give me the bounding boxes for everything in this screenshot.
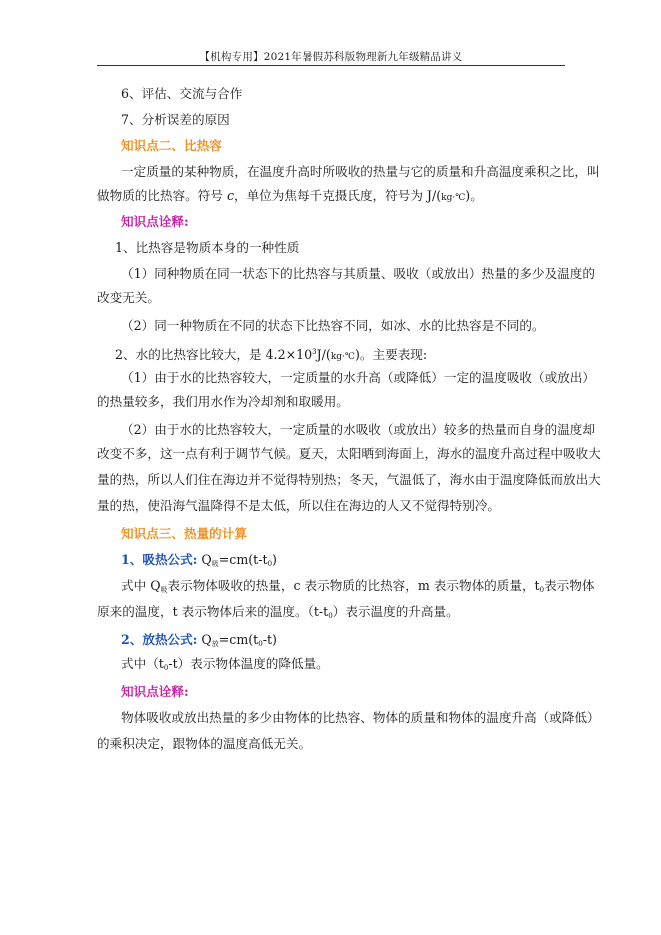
formula-label: 1、吸热公式: [121, 552, 198, 567]
subscript: 0 [267, 560, 273, 568]
text-run: -t）表示物体温度的降低量。 [168, 656, 329, 671]
text-run: 原来的温度，t 表示物体后来的温度。（t-t [97, 604, 329, 619]
header-rule [97, 65, 565, 66]
section-title-heat-calculation: 知识点三、热量的计算 [121, 526, 247, 541]
text-run: 做物质的比热容。符号 [97, 188, 227, 203]
text-run: J/( [316, 347, 331, 362]
point-2-2-line-2: 改变不多，这一点有利于调节气候。夏天，太阳晒到海面上，海水的温度升高过程中吸收大 [97, 446, 601, 461]
text-run: Q [197, 632, 212, 647]
point-1-1-line-1: （1）同种物质在同一状态下的比热容与其质量、吸收（或放出）热量的多少及温度的 [121, 266, 595, 281]
point-2-1-line-1: （1）由于水的比热容较大，一定质量的水升高（或降低）一定的温度吸收（或放出） [121, 370, 595, 385]
point-2 [115, 344, 581, 365]
subscript: 0 [328, 612, 333, 620]
list-item-7: 7、分析误差的原因 [121, 112, 230, 127]
conclusion-line-2: 的乘积决定，跟物体的温度高低无关。 [97, 736, 312, 751]
symbol-c: c [226, 188, 235, 203]
point-1-1-line-2: 改变无关。 [97, 290, 160, 305]
text-run: 表示物体吸收的热量，c 表示物质的比热容，m 表示物体的质量，t [167, 578, 540, 593]
formula-absorb-desc-line-1 [121, 578, 595, 598]
text-run: ）表示温度的升高量。 [332, 604, 459, 619]
text-run: =cm(t-t [218, 552, 268, 567]
subscript: 放 [211, 640, 219, 648]
list-item-6: 6、评估、交流与合作 [121, 86, 243, 101]
text-run: )。 [465, 188, 483, 203]
text-run: =cm(t [218, 632, 259, 647]
definition-line-2 [97, 188, 563, 206]
text-run: 表示物体 [544, 578, 595, 593]
formula-absorb-desc-line-2 [97, 604, 563, 624]
conclusion-line-1: 物体吸收或放出热量的多少由物体的比热容、物体的质量和物体的温度升高（或降低） [121, 710, 600, 725]
subscript: 吸 [211, 560, 219, 568]
formula-absorb [121, 552, 587, 572]
unit-text: kg·℃ [441, 193, 466, 203]
text-run: 2、水的比热容比较大，是 4.2×10 [115, 347, 313, 362]
formula-release-desc [121, 656, 587, 676]
text-run: Q [197, 552, 212, 567]
exponent: 3 [312, 348, 317, 356]
formula-label: 2、放热公式: [121, 632, 198, 647]
point-2-2-line-1: （2）由于水的比热容较大，一定质量的水吸收（或放出）较多的热量而自身的温度却 [121, 422, 595, 437]
definition-line-1: 一定质量的某种物质，在温度升高时所吸收的热量与它的质量和升高温度乘积之比，叫 [121, 164, 600, 179]
text-run: 式中 Q [121, 578, 161, 593]
subscript: 0 [163, 664, 169, 672]
subscript: 0 [258, 640, 263, 648]
point-1: 1、比热容是物质本身的一种性质 [115, 240, 300, 255]
text-run: ) [272, 552, 277, 567]
point-2-2-line-4: 量的热，使沿海气温降得不是太低，所以住在海边的人又不觉得特别冷。 [97, 498, 500, 513]
text-run: -t) [262, 632, 277, 647]
page-header: 【机构专用】2021年暑假苏科版物理新九年级精品讲义 [199, 51, 463, 63]
text-run: )。主要表现: [355, 347, 428, 362]
explain-label-1: 知识点诠释: [121, 214, 189, 229]
point-1-2: （2）同一种物质在不同的状态下比热容不同，如冰、水的比热容是不同的。 [121, 318, 545, 333]
subscript: 吸 [160, 586, 168, 594]
formula-release [121, 632, 587, 652]
unit-text: kg·℃ [330, 352, 355, 362]
explain-label-2: 知识点诠释: [121, 684, 189, 699]
point-2-1-line-2: 的热量较多，我们用水作为冷却剂和取暖用。 [97, 394, 349, 409]
text-run: 式中（t [121, 656, 164, 671]
text-run: ，单位为焦每千克摄氏度，符号为 J/( [234, 188, 442, 203]
point-2-2-line-3: 量的热，所以人们住在海边并不觉得特别热；冬天，气温低了，海水由于温度降低而放出大 [97, 472, 601, 487]
section-title-specific-heat: 知识点二、比热容 [121, 138, 222, 153]
subscript: 0 [539, 586, 545, 594]
